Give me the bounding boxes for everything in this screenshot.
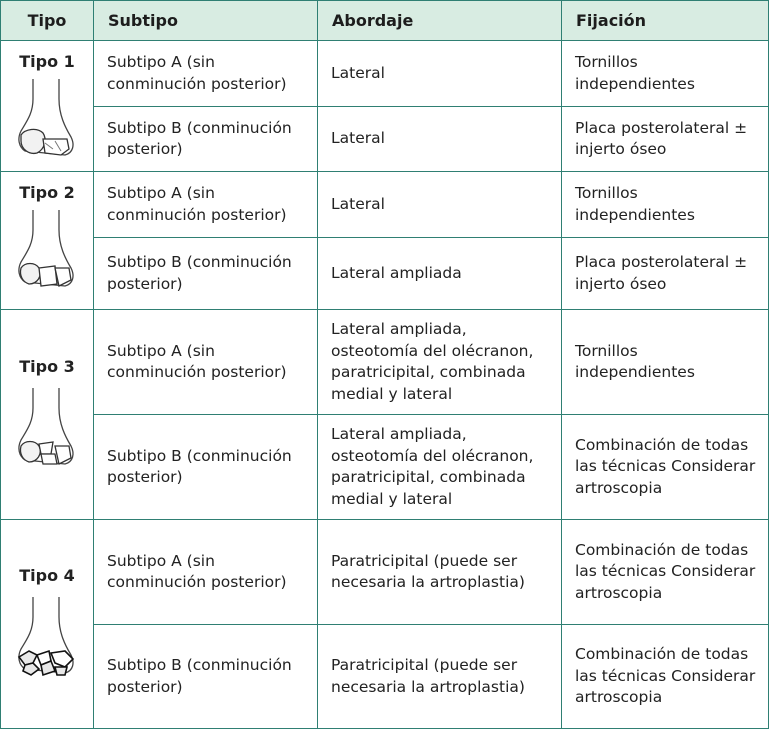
table-row — [1, 520, 769, 625]
table-row — [1, 415, 769, 520]
tipo-cell — [1, 310, 94, 520]
abordaje-cell: Lateral — [318, 41, 562, 107]
tipo-label: Tipo 1 — [19, 52, 75, 71]
tipo-cell — [1, 41, 94, 172]
subtipo-cell: Subtipo B (conminución posterior) — [94, 238, 318, 310]
table-row — [1, 41, 769, 107]
fractured-humerus-type-4-icon — [15, 597, 79, 683]
fijacion-cell: Tornillos independientes — [562, 41, 769, 107]
fractured-humerus-type-3-icon — [15, 388, 79, 474]
fijacion-cell: Placa posterolateral ± injerto óseo — [562, 107, 769, 172]
header-subtipo: Subtipo — [94, 1, 318, 41]
subtipo-cell: Subtipo B (conminución posterior) — [94, 415, 318, 520]
abordaje-cell: Lateral ampliada, osteotomía del olécranon, paratricipital, combinada medial y lateral — [318, 310, 562, 415]
subtipo-cell: Subtipo A (sin conminución posterior) — [94, 310, 318, 415]
table-row — [1, 172, 769, 238]
table-row — [1, 238, 769, 310]
subtipo-cell: Subtipo A (sin conminución posterior) — [94, 172, 318, 238]
header-tipo: Tipo — [1, 1, 94, 41]
tipo-cell — [1, 172, 94, 310]
table-row — [1, 310, 769, 415]
abordaje-cell: Paratricipital (puede ser necesaria la artroplastia) — [318, 625, 562, 729]
tipo-label: Tipo 4 — [19, 566, 75, 585]
tipo-label: Tipo 3 — [19, 356, 75, 376]
fijacion-cell: Placa posterolateral ± injerto óseo — [562, 238, 769, 310]
subtipo-cell: Subtipo A (sin conminución posterior) — [94, 41, 318, 107]
fijacion-cell: Tornillos independientes — [562, 310, 769, 415]
fractured-humerus-type-1-icon — [15, 79, 79, 165]
fijacion-cell: Combinación de todas las técnicas Considerar artroscopia — [562, 625, 769, 729]
subtipo-cell: Subtipo A (sin conminución posterior) — [94, 520, 318, 625]
table-row — [1, 107, 769, 172]
subtipo-cell: Subtipo B (conminución posterior) — [94, 625, 318, 729]
header-fijacion: Fijación — [562, 1, 769, 41]
tipo-cell — [1, 520, 94, 729]
abordaje-cell: Lateral — [318, 172, 562, 238]
abordaje-cell: Lateral ampliada — [318, 238, 562, 310]
fijacion-cell: Tornillos independientes — [562, 172, 769, 238]
abordaje-cell: Lateral ampliada, osteotomía del olécranon, paratricipital, combinada medial y lateral — [318, 415, 562, 520]
fijacion-cell: Combinación de todas las técnicas Considerar artroscopia — [562, 520, 769, 625]
abordaje-cell: Paratricipital (puede ser necesaria la artroplastia) — [318, 520, 562, 625]
fractured-humerus-type-2-icon — [15, 210, 79, 296]
header-abordaje: Abordaje — [318, 1, 562, 41]
header-row — [1, 1, 769, 41]
abordaje-cell: Lateral — [318, 107, 562, 172]
fijacion-cell: Combinación de todas las técnicas Considerar artroscopia — [562, 415, 769, 520]
tipo-label: Tipo 2 — [19, 183, 75, 202]
subtipo-cell: Subtipo B (conminución posterior) — [94, 107, 318, 172]
table-row — [1, 625, 769, 729]
